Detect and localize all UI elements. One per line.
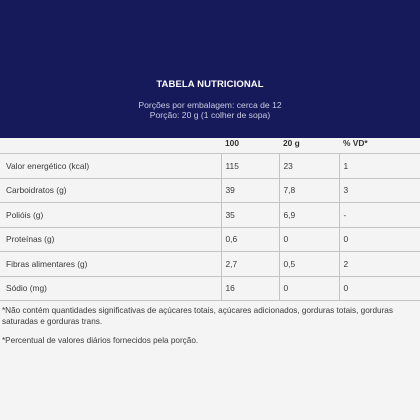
header-per-serving: 20 g xyxy=(279,133,339,154)
nutrient-name: Sódio (mg) xyxy=(0,276,221,301)
value-daily-percent: 0 xyxy=(339,276,420,301)
value-daily-percent: 0 xyxy=(339,227,420,252)
value-daily-percent: 3 xyxy=(339,178,420,203)
value-per-100: 0,6 xyxy=(221,227,279,252)
table-row xyxy=(0,252,420,277)
value-per-serving: 7,8 xyxy=(279,178,339,203)
header-daily-value: % VD* xyxy=(339,133,420,154)
value-per-serving: 23 xyxy=(279,154,339,179)
value-per-serving: 0 xyxy=(279,227,339,252)
footnote-daily-value: *Percentual de valores diários fornecidos pela porção. xyxy=(2,336,199,345)
servings-per-package: Porções por embalagem: cerca de 12 xyxy=(138,100,282,110)
panel-title: TABELA NUTRICIONAL xyxy=(156,79,264,90)
value-per-100: 35 xyxy=(221,203,279,228)
value-per-serving: 6,9 xyxy=(279,203,339,228)
table-header-row xyxy=(0,133,420,154)
value-per-100: 39 xyxy=(221,178,279,203)
nutrition-panel-header xyxy=(0,68,420,138)
header-nutrient xyxy=(0,133,221,154)
table-row xyxy=(0,276,420,301)
value-daily-percent: 2 xyxy=(339,252,420,277)
value-per-100: 2,7 xyxy=(221,252,279,277)
value-per-100: 16 xyxy=(221,276,279,301)
serving-size: Porção: 20 g (1 colher de sopa) xyxy=(149,110,271,120)
value-daily-percent: - xyxy=(339,203,420,228)
nutrient-name: Carboidratos (g) xyxy=(0,178,221,203)
table-row xyxy=(0,203,420,228)
value-per-100: 115 xyxy=(221,154,279,179)
value-per-serving: 0 xyxy=(279,276,339,301)
nutrient-name: Valor energético (kcal) xyxy=(0,154,221,179)
footnote-not-significant: *Não contém quantidades significativas de açúcares totais, açúcares adicionados, gorduras totais, gorduras saturadas e gorduras trans. xyxy=(2,306,393,326)
header-band xyxy=(0,0,420,68)
value-per-serving: 0,5 xyxy=(279,252,339,277)
header-per-100: 100 xyxy=(221,133,279,154)
nutrient-name: Polióis (g) xyxy=(0,203,221,228)
table-row xyxy=(0,178,420,203)
nutrition-table xyxy=(0,133,420,301)
value-daily-percent: 1 xyxy=(339,154,420,179)
table-row xyxy=(0,227,420,252)
table-row xyxy=(0,154,420,179)
nutrient-name: Fibras alimentares (g) xyxy=(0,252,221,277)
nutrient-name: Proteínas (g) xyxy=(0,227,221,252)
